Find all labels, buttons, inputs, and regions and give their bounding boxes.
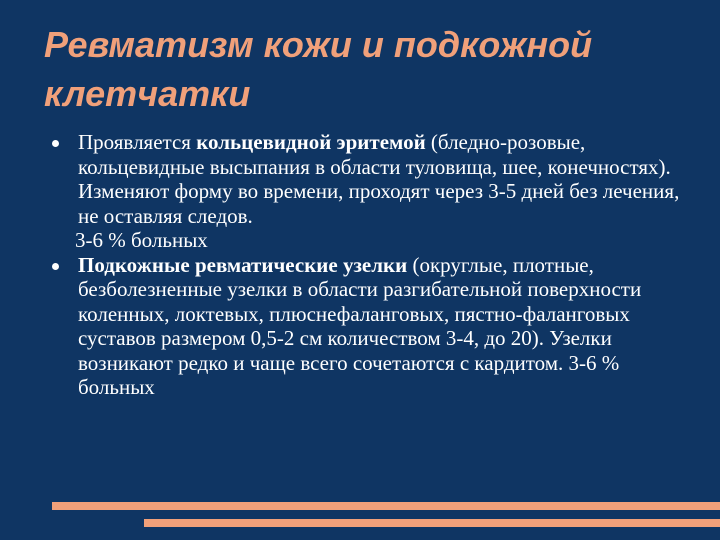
bullet-icon xyxy=(52,263,59,270)
decorative-bar-upper xyxy=(52,502,720,510)
item-note: 3-6 % больных xyxy=(75,228,208,252)
item-text-after: (округлые, плотные, безболезненные узелки в области разгибательной поверхности коленных, локтевых, плюснефаланговых, пястно-фаланговых суставов размером 0,5-2 см количеством 3-4, до 20). Узелки возникают редко и чаще всего сочетаются с кардитом. 3-6 % больных xyxy=(78,252,642,399)
slide-content xyxy=(48,130,688,400)
decorative-bar-lower xyxy=(144,519,720,527)
item-text-before: Проявляется xyxy=(78,130,197,154)
slide-title: Ревматизм кожи и подкожной клетчатки xyxy=(44,24,593,114)
item-bold-term: Подкожные ревматические узелки xyxy=(78,252,408,277)
list-item xyxy=(48,253,688,400)
bullet-icon xyxy=(52,140,59,147)
item-text-after: (бледно-розовые, кольцевидные высыпания в области туловища, шее, конечностях). Изменяют форму во времени, проходят через 3-5 дней без лечения, не оставляя следов. xyxy=(78,130,680,228)
item-bold-term: кольцевидной эритемой xyxy=(196,130,426,154)
list-item xyxy=(48,130,688,228)
